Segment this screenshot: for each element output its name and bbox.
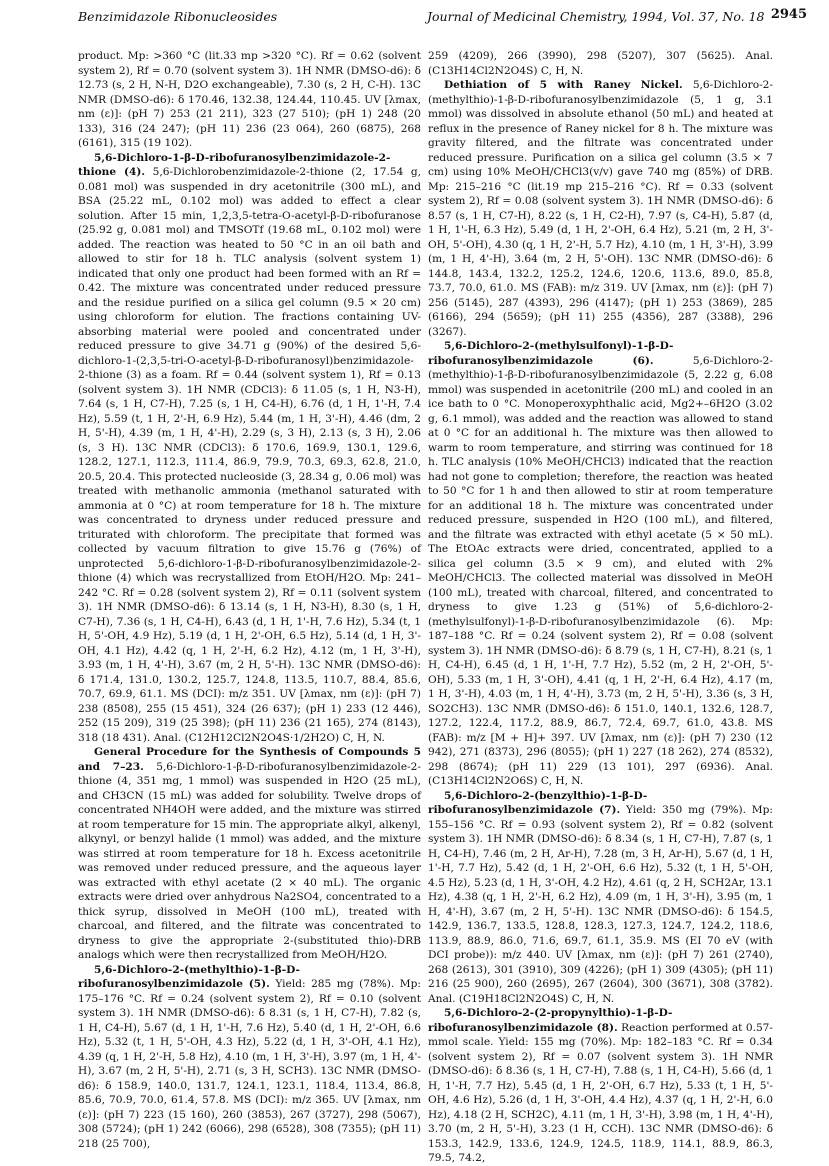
compound-heading: 5,6-Dichloro-2-(2-propynylthio)-1-β-D-ribofuranosylbenzimidazole (8). <box>428 1007 673 1034</box>
paragraph-text: 5,6-Dichloro-2-(methylthio)-1-β-D-ribofuranosylbenzimidazole (5, 2.22 g, 6.08 mmol) was suspended in acetonitrile (200 mL) and cooled in an ice bath to 0 °C. Monoperoxyphthalic acid, Mg2+–6H2O (3.02 g, 6.1 mmol), was added and the reaction was allowed to stand at 0 °C for an additional h. The mixture was then allowed to warm to room temperature, and stirring was continued for 18 h. TLC analysis (10% MeOH/CHCl3) indicated that the reaction had not gone to completion; therefore, the reaction was heated to 50 °C for 1 h and then allowed to stir at room temperature for an additional 18 h. The mixture was concentrated under reduced pressure, suspended in H2O (100 mL), and filtered, and the filtrate was extracted with ethyl acetate (5 × 50 mL). The EtOAc extracts were dried, concentrated, applied to a silica gel column (3.5 × 9 cm), and eluted with 2% MeOH/CHCl3. The collected material was dissolved in MeOH (100 mL), treated with charcoal, filtered, and concentrated to dryness to give 1.23 g (51%) of 5,6-dichloro-2-(methylsulfonyl)-1-β-D-ribofuranosylbenzimidazole (6). Mp: 187–188 °C. Rf = 0.24 (solvent system 2), Rf = 0.08 (solvent system 3). 1H NMR (DMSO-d6): δ 8.79 (s, 1 H, C7-H), 8.21 (s, 1 H, C4-H), 6.45 (d, 1 H, 1'-H, 7.7 Hz), 5.52 (m, 2 H, 2'-OH, 5'-OH), 5.33 (m, 1 H, 3'-OH), 4.41 (q, 1 H, 2'-H, 6.4 Hz), 4.17 (m, 1 H, 3'-H), 4.03 (m, 1 H, 4'-H), 3.73 (m, 2 H, 5'-H), 3.36 (s, 3 H, SO2CH3). 13C NMR (DMSO-d6): δ 151.0, 140.1, 132.6, 128.7, 127.2, 122.4, 117.2, 88.9, 86.7, 72.4, 69.7, 61.0, 43.8. MS (FAB): m/z [M + H]+ 397. UV [λmax, nm (ε)]: (pH 7) 230 (12 942), 271 (8373), 296 (8055); (pH 1) 227 (18 262), 274 (8532), 298 (8674); (pH 11) 229 (13 101), 297 (6936). Anal. (C13H14Cl2N2O6S) C, H, N. <box>428 354 773 787</box>
paragraph-text: 259 (4209), 266 (3990), 298 (5207), 307 (5625). Anal. (C13H14Cl2N2O4S) C, H, N. <box>428 50 773 77</box>
paragraph-text: Reaction performed at 0.57-mmol scale. Yield: 155 mg (70%). Mp: 182–183 °C. Rf = 0.34 (solvent system 2), Rf = 0.07 (solvent system 3). 1H NMR (DMSO-d6): δ 8.36 (s, 1 H, C7-H), 7.88 (s, 1 H, C4-H), 5.66 (d, 1 H, 1'-H, 7.7 Hz), 5.45 (d, 1 H, 2'-OH, 6.7 Hz), 5.33 (t, 1 H, 5'-OH, 4.6 Hz), 5.26 (d, 1 H, 3'-OH, 4.4 Hz), 4.37 (q, 1 H, 2'-H, 6.0 Hz), 4.18 (2 H, SCH2C), 4.11 (m, 1 H, 3'-H), 3.98 (m, 1 H, 4'-H), 3.70 (m, 2 H, 5'-H), 3.23 (1 H, CCH). 13C NMR (DMSO-d6): δ 153.3, 142.9, 133.6, 124.9, 124.5, 118.9, 114.1, 88.9, 86.3, 79.5, 74.2, <box>428 1021 773 1164</box>
paragraph-text: product. Mp: >360 °C (lit.33 mp >320 °C). Rf = 0.62 (solvent system 2), Rf = 0.70 (solvent system 3). 1H NMR (DMSO-d6): δ 12.73 (s, 2 H, N-H, D2O exchangeable), 7.30 (s, 2 H, C-H). 13C NMR (DMSO-d6): δ 170.46, 132.38, 124.44, 110.45. UV [λmax, nm (ε)]: (pH 7) 253 (21 211), 323 (27 510); (pH 1) 248 (20 133), 316 (24 247); (pH 11) 236 (23 064), 260 (6875), 268 (6161), 315 (19 102). <box>78 50 421 149</box>
paragraph-text: 5,6-Dichlorobenzimidazole-2-thione (2, 17.54 g, 0.081 mol) was suspended in dry acetonitrile (300 mL), and BSA (25.22 mL, 0.102 mol) was added to effect a clear solution. After 15 min, 1,2,3,5-tetra-O-acetyl-β-D-ribofuranose (25.92 g, 0.081 mol) and TMSOTf (19.68 mL, 0.102 mol) were added. The reaction was heated to 50 °C in an oil bath and allowed to stir for 18 h. TLC analysis (solvent system 1) indicated that only one product had been formed with an Rf = 0.42. The mixture was concentrated under reduced pressure and the residue purified on a silica gel column (9.5 × 20 cm) using chloroform for elution. The fractions containing UV-absorbing material were pooled and concentrated under reduced pressure to give 34.71 g (90%) of the desired 5,6-dichloro-1-(2,3,5-tri-O-acetyl-β-D-ribofuranosyl)benzimidazole-2-thione (3) as a foam. Rf = 0.44 (solvent system 1), Rf = 0.13 (solvent system 3). 1H NMR (CDCl3): δ 11.05 (s, 1 H, N3-H), 7.64 (s, 1 H, C7-H), 7.25 (s, 1 H, C4-H), 6.76 (d, 1 H, 1'-H, 7.4 Hz), 5.59 (t, 1 H, 2'-H, 6.9 Hz), 5.44 (m, 1 H, 3'-H), 4.46 (dm, 2 H, 5'-H), 4.39 (m, 1 H, 4'-H), 2.29 (s, 3 H), 2.13 (s, 3 H), 2.06 (s, 3 H). 13C NMR (CDCl3): δ 170.6, 169.9, 130.1, 129.6, 128.2, 127.1, 112.3, 111.4, 86.9, 79.9, 70.3, 69.3, 62.8, 21.0, 20.5, 20.4. This protected nucleoside (3, 28.34 g, 0.06 mol) was treated with methanolic ammonia (methanol saturated with ammonia at 0 °C) at room temperature for 18 h. The mixture was concentrated to dryness under reduced pressure and triturated with chloroform. The precipitate that formed was collected by vacuum filtration to give 15.76 g (76%) of unprotected 5,6-dichloro-1-β-D-ribofuranosylbenzimidazole-2-thione (4) which was recrystallized from EtOH/H2O. Mp: 241–242 °C. Rf = 0.28 (solvent system 2), Rf = 0.11 (solvent system 3). 1H NMR (DMSO-d6): δ 13.14 (s, 1 H, N3-H), 8.30 (s, 1 H, C7-H), 7.36 (s, 1 H, C4-H), 6.43 (d, 1 H, 1'-H, 7.6 Hz), 5.34 (t, 1 H, 5'-OH, 4.9 Hz), 5.19 (d, 1 H, 2'-OH, 6.5 Hz), 5.14 (d, 1 H, 3'-OH, 4.1 Hz), 4.42 (q, 1 H, 2'-H, 6.2 Hz), 4.12 (m, 1 H, 3'-H), 3.93 (m, 1 H, 4'-H), 3.67 (m, 2 H, 5'-H). 13C NMR (DMSO-d6): δ 171.4, 131.0, 130.2, 125.7, 124.8, 113.5, 110.7, 88.4, 85.6, 70.7, 69.9, 61.1. MS (DCI): m/z 351. UV [λmax, nm (ε)]: (pH 7) 238 (8508), 255 (15 451), 324 (26 637); (pH 1) 233 (12 446), 252 (15 209), 319 (25 398); (pH 11) 236 (21 165), 274 (8143), 318 (18 431). Anal. (C12H12Cl2N2O4S·1/2H2O) C, H, N. <box>78 166 421 744</box>
paragraph <box>78 49 421 151</box>
paragraph <box>428 49 773 78</box>
procedure-heading: General Procedure for the Synthesis of Compounds 5 and 7–23. <box>78 746 421 773</box>
compound-heading: 5,6-Dichloro-2-(benzylthio)-1-β-D-ribofuranosylbenzimidazole (7). <box>428 789 648 816</box>
paragraph <box>428 339 773 789</box>
right-column <box>428 49 773 1164</box>
compound-heading: 5,6-Dichloro-2-(methylsulfonyl)-1-β-D-ribofuranosylbenzimidazole (6). <box>428 340 674 367</box>
paragraph-text: Yield: 285 mg (78%). Mp: 175–176 °C. Rf = 0.24 (solvent system 2), Rf = 0.10 (solvent system 3). 1H NMR (DMSO-d6): δ 8.31 (s, 1 H, C7-H), 7.82 (s, 1 H, C4-H), 5.67 (d, 1 H, 1'-H, 7.6 Hz), 5.40 (d, 1 H, 2'-OH, 6.6 Hz), 5.32 (t, 1 H, 5'-OH, 4.3 Hz), 5.22 (d, 1 H, 3'-OH, 4.1 Hz), 4.39 (q, 1 H, 2'-H, 5.8 Hz), 4.10 (m, 1 H, 3'-H), 3.97 (m, 1 H, 4'-H), 3.67 (m, 2 H, 5'-H), 2.71 (s, 3 H, SCH3). 13C NMR (DMSO-d6): δ 158.9, 140.0, 131.7, 124.1, 123.1, 118.4, 113.4, 86.8, 85.6, 70.9, 70.0, 61.4, 57.8. MS (DCI): m/z 365. UV [λmax, nm (ε)]: (pH 7) 223 (15 160), 260 (3853), 267 (3727), 298 (5067), 308 (5724); (pH 1) 242 (6066), 298 (6528), 308 (7355); (pH 11) 218 (25 700), <box>78 978 421 1150</box>
paragraph <box>78 745 421 963</box>
left-column <box>78 49 422 1150</box>
header-journal-citation: Journal of Medicinal Chemistry, 1994, Vol. 37, No. 18 <box>427 9 765 24</box>
compound-heading: 5,6-Dichloro-1-β-D-ribofuranosylbenzimidazole-2-thione (4). <box>78 151 391 178</box>
paragraph-text: 5,6-Dichloro-1-β-D-ribofuranosylbenzimidazole-2-thione (4, 351 mg, 1 mmol) was suspended in H2O (25 mL), and CH3CN (15 mL) was added for solubility. Twelve drops of concentrated NH4OH were added, and the mixture was stirred at room temperature for 15 min. The appropriate alkyl, alkenyl, alkynyl, or benzyl halide (1 mmol) was added, and the mixture was stirred at room temperature for 18 h. Excess acetonitrile was removed under reduced pressure, and the aqueous layer was extracted with ethyl acetate (2 × 40 mL). The organic extracts were dried over anhydrous Na2SO4, concentrated to a thick syrup, dissolved in MeOH (100 mL), treated with charcoal, and filtered, and the filtrate was concentrated to dryness to give the appropriate 2-(substituted thio)-DRB analogs which were then recrystallized from MeOH/H2O. <box>78 760 422 961</box>
running-header <box>78 3 807 25</box>
procedure-heading: Dethiation of 5 with Raney Nickel. <box>444 79 683 91</box>
paragraph-text: 5,6-Dichloro-2-(methylthio)-1-β-D-ribofuranosylbenzimidazole (5, 1 g, 3.1 mmol) was dissolved in absolute ethanol (50 mL) and heated at reflux in the presence of Raney nickel for 8 h. The mixture was gravity filtered, and the filtrate was concentrated under reduced pressure. Purification on a silica gel column (3.5 × 7 cm) using 10% MeOH/CHCl3(v/v) gave 740 mg (85%) of DRB. Mp: 215–216 °C (lit.19 mp 215–216 °C). Rf = 0.33 (solvent system 2), Rf = 0.08 (solvent system 3). 1H NMR (DMSO-d6): δ 8.57 (s, 1 H, C7-H), 8.22 (s, 1 H, C2-H), 7.97 (s, C4-H), 5.87 (d, 1 H, 1'-H, 6.3 Hz), 5.49 (d, 1 H, 2'-OH, 6.4 Hz), 5.21 (m, 2 H, 3'-OH, 5'-OH), 4.30 (q, 1 H, 2'-H, 5.7 Hz), 4.10 (m, 1 H, 3'-H), 3.99 (m, 1 H, 4'-H), 3.64 (m, 2 H, 5'-OH). 13C NMR (DMSO-d6): δ 144.8, 143.4, 132.2, 125.2, 124.6, 120.6, 113.6, 89.0, 85.8, 73.7, 70.0, 61.0. MS (FAB): m/z 319. UV [λmax, nm (ε)]: (pH 7) 256 (5145), 287 (4393), 296 (4147); (pH 1) 253 (3869), 285 (6166), 294 (5659); (pH 11) 255 (4356), 287 (3388), 296 (3267). <box>428 79 773 338</box>
compound-heading: 5,6-Dichloro-2-(methylthio)-1-β-D-ribofuranosylbenzimidazole (5). <box>78 963 300 990</box>
paragraph <box>428 78 773 339</box>
paragraph <box>78 963 421 1152</box>
paragraph <box>78 151 421 746</box>
paragraph <box>428 1006 773 1166</box>
header-left-title: Benzimidazole Ribonucleosides <box>78 9 278 24</box>
paragraph-text: Yield: 350 mg (79%). Mp: 155–156 °C. Rf = 0.93 (solvent system 2), Rf = 0.82 (solvent system 3). 1H NMR (DMSO-d6): δ 8.34 (s, 1 H, C7-H), 7.87 (s, 1 H, C4-H), 7.46 (m, 2 H, Ar-H), 7.28 (m, 3 H, Ar-H), 5.67 (d, 1 H, 1'-H, 7.7 Hz), 5.42 (d, 1 H, 2'-OH, 6.6 Hz), 5.32 (t, 1 H, 5'-OH, 4.5 Hz), 5.23 (d, 1 H, 3'-OH, 4.2 Hz), 4.61 (q, 2 H, SCH2Ar, 13.1 Hz), 4.38 (q, 1 H, 2'-H, 6.2 Hz), 4.09 (m, 1 H, 3'-H), 3.95 (m, 1 H, 4'-H), 3.67 (m, 2 H, 5'-H). 13C NMR (DMSO-d6): δ 154.5, 142.9, 136.7, 133.5, 128.8, 128.3, 127.3, 124.7, 124.2, 118.6, 113.9, 88.9, 86.0, 71.6, 69.7, 61.1, 35.9. MS (EI 70 eV (with DCI probe)): m/z 440. UV [λmax, nm (ε)]: (pH 7) 261 (2740), 268 (2613), 301 (3910), 309 (4226); (pH 1) 309 (4305); (pH 11) 216 (25 900), 260 (2695), 267 (2604), 300 (3671), 308 (3782). Anal. (C19H18Cl2N2O4S) C, H, N. <box>428 804 773 1005</box>
page-number: 2945 <box>770 7 807 22</box>
paragraph <box>428 789 773 1007</box>
